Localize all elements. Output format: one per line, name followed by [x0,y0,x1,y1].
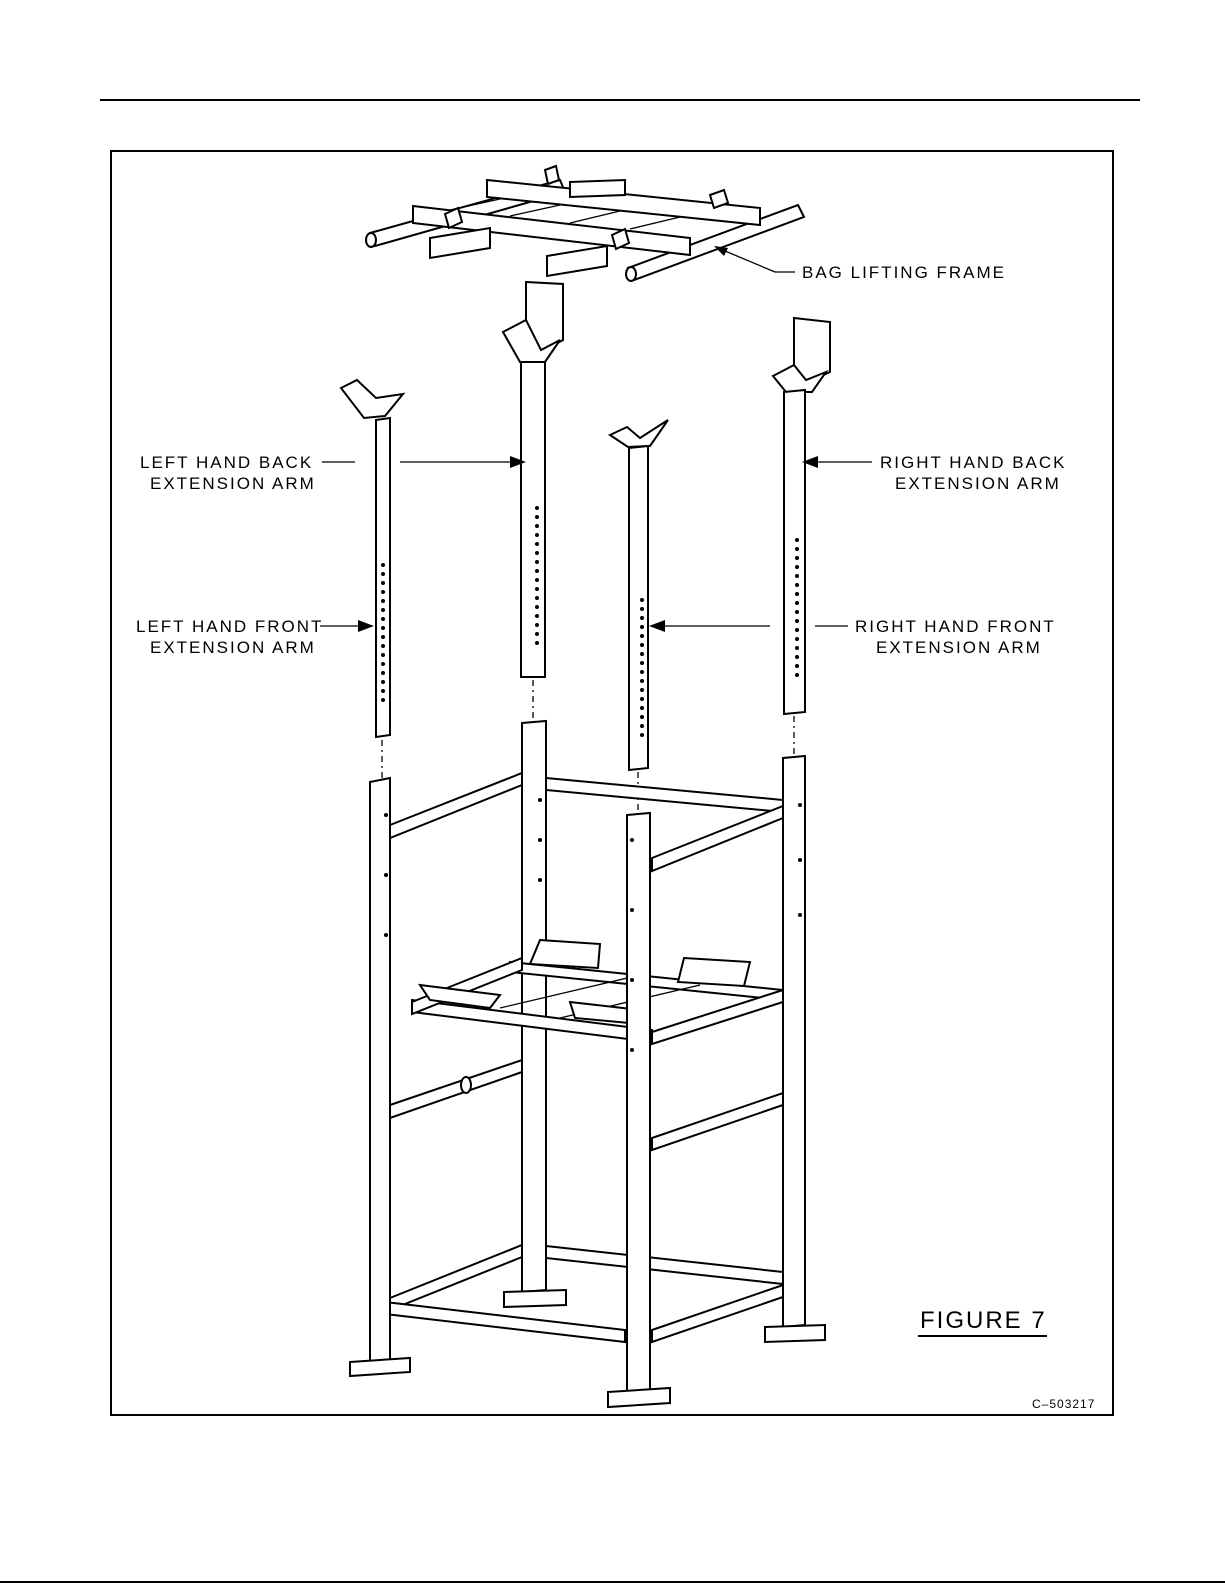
bolt-hole [640,688,644,692]
bolt-hole [795,592,799,596]
right-hand-back-label-line2: EXTENSION ARM [895,474,1061,493]
bolt-hole [798,913,802,917]
bolt-hole [381,698,385,702]
bolt-hole [640,607,644,611]
bolt-hole [630,908,634,912]
bolt-hole [795,619,799,623]
bolt-hole [381,671,385,675]
bolt-hole [640,661,644,665]
bolt-hole [795,637,799,641]
bolt-hole [381,653,385,657]
bolt-hole [630,978,634,982]
bolt-hole [640,625,644,629]
bolt-hole [384,813,388,817]
bolt-hole [384,873,388,877]
bolt-hole [630,838,634,842]
bolt-hole [630,1048,634,1052]
bolt-hole [795,610,799,614]
bolt-hole [535,578,539,582]
bolt-hole [381,689,385,693]
bolt-hole [795,664,799,668]
bolt-hole [795,583,799,587]
bolt-hole [798,858,802,862]
bolt-hole [381,626,385,630]
bolt-hole [381,599,385,603]
bolt-hole [640,670,644,674]
bolt-hole [795,547,799,551]
bolt-hole [381,590,385,594]
left-hand-back-extension-arm [341,380,403,780]
bolt-hole [381,581,385,585]
drawing-code: C–503217 [1032,1397,1096,1411]
bolt-hole [795,646,799,650]
right-hand-back-extension-arm [773,318,830,755]
bag-lifting-frame [366,166,804,281]
left-hand-front-label-line1: LEFT HAND FRONT [136,617,324,636]
bolt-hole [538,878,542,882]
figure-title: FIGURE 7 [920,1307,1047,1334]
left-hand-back-label-line2: EXTENSION ARM [150,474,316,493]
bolt-hole [640,634,644,638]
left-hand-front-extension-arm [503,282,563,720]
bolt-hole [381,563,385,567]
bolt-hole [535,614,539,618]
bolt-hole [381,608,385,612]
right-hand-front-label-line2: EXTENSION ARM [876,638,1042,657]
left-hand-back-label-line1: LEFT HAND BACK [140,453,314,472]
bolt-hole [535,632,539,636]
bolt-hole [535,596,539,600]
bolt-hole [538,798,542,802]
bolt-hole [535,569,539,573]
bolt-hole [384,933,388,937]
bolt-hole [640,706,644,710]
bolt-hole [795,574,799,578]
bolt-hole [640,724,644,728]
bolt-hole [535,560,539,564]
bolt-hole [381,662,385,666]
bolt-hole [795,655,799,659]
bolt-hole [640,733,644,737]
bolt-hole [535,641,539,645]
bolt-hole [535,506,539,510]
bolt-hole [381,635,385,639]
bolt-hole [535,542,539,546]
bolt-hole [381,617,385,621]
bolt-hole [795,556,799,560]
bolt-hole [535,524,539,528]
left-hand-front-label-line2: EXTENSION ARM [150,638,316,657]
bolt-hole [535,605,539,609]
bolt-hole [798,803,802,807]
bolt-hole [535,623,539,627]
bolt-hole [535,587,539,591]
bolt-hole [795,673,799,677]
bolt-hole [640,679,644,683]
right-hand-back-label-line1: RIGHT HAND BACK [880,453,1067,472]
bolt-hole [381,572,385,576]
right-hand-front-label-line1: RIGHT HAND FRONT [855,617,1056,636]
bolt-hole [795,538,799,542]
bolt-hole [795,601,799,605]
right-hand-front-extension-arm [610,420,668,812]
bolt-hole [640,643,644,647]
bolt-hole [535,515,539,519]
bolt-hole [640,598,644,602]
bolt-hole [535,533,539,537]
base-frame [350,721,825,1407]
bolt-hole [795,565,799,569]
bag-lifting-frame-label: BAG LIFTING FRAME [802,263,1007,282]
bolt-hole [640,616,644,620]
bolt-hole [640,715,644,719]
bolt-hole [535,551,539,555]
bolt-hole [640,697,644,701]
bolt-hole [381,680,385,684]
bolt-hole [538,838,542,842]
bolt-hole [640,652,644,656]
bolt-hole [381,644,385,648]
bolt-hole [795,628,799,632]
